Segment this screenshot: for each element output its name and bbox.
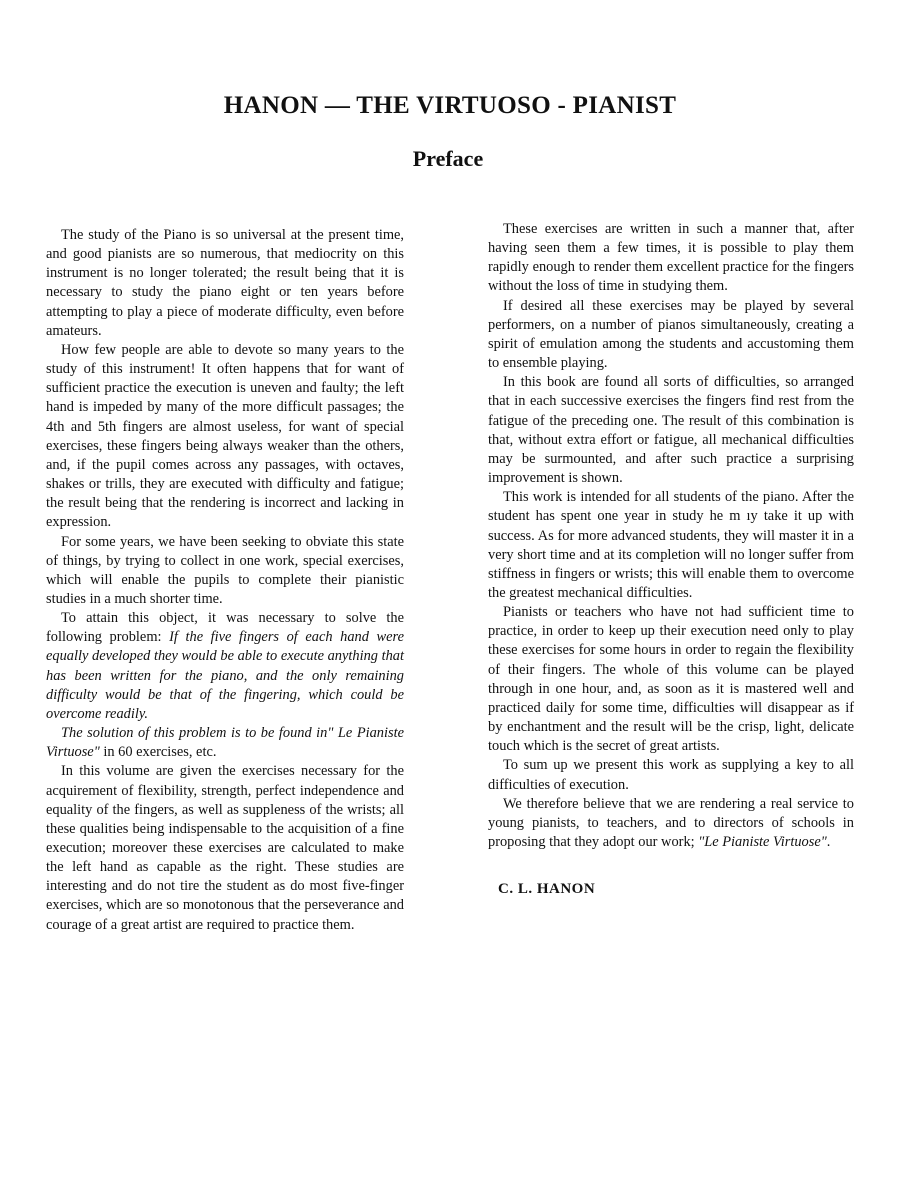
- paragraph: [46, 609, 404, 724]
- paragraph-text: To attain this object, it was necessary to solve the following problem:: [46, 610, 404, 646]
- italic-text: "Le Pianiste Virtuose": [698, 834, 827, 850]
- paragraph: The study of the Piano is so universal at the present time, and good pianists are so numerous, that mediocrity on this instrument is no longer tolerated; the result being that it is necessary to study the piano eight or ten years before attempting to play a piece of moderate difficulty, even before amateurs.: [46, 227, 404, 339]
- section-heading: Preface: [412, 146, 484, 171]
- paragraph: For some years, we have been seeking to obviate this state of things, by trying to collect in one work, special exercises, which will enable the pupils to complete their pianistic studies in a much shorter time.: [46, 533, 404, 607]
- page-title: HANON — THE VIRTUOSO - PIANIST: [223, 92, 677, 119]
- italic-text: The solution of this problem is to be found in" Le Pianiste Virtuose": [46, 725, 404, 761]
- paragraph: To sum up we present this work as supplying a key to all difficulties of execution.: [488, 757, 854, 793]
- paragraph: In this book are found all sorts of difficulties, so arranged that in each successive exercises the fingers find rest from the fatigue of the preceding one. The result of this combination is that, without extra effort or fatigue, all mechanical difficulties may be surmounted, and after such practice a surprising improvement is shown.: [488, 374, 854, 487]
- paragraph: These exercises are written in such a manner that, after having seen them a few times, it is possible to play them rapidly enough to render them excellent practice for the fingers without the loss of time in studying them.: [488, 221, 854, 295]
- signature: C. L. HANON: [498, 881, 596, 898]
- paragraph: If desired all these exercises may be played by several performers, on a number of pianos simultaneously, creating a spirit of emulation among the students and accustoming them to ensemble playing.: [488, 297, 854, 372]
- paragraph: This work is intended for all students of the piano. After the student has spent one year in study he m ıy take it up with success. As for more advanced students, they will master it in a very short time and at its completion will no longer suffer from stiffness in fingers or wrists; this will enable them to overcome the greatest mechanical difficulties.: [488, 489, 854, 601]
- paragraph: How few people are able to devote so many years to the study of this instrument! It often happens that for want of sufficient practice the execution is uneven and faulty; the left hand is impeded by many of the more difficult passages; the 4th and 5th fingers are almost useless, for want of special exercises, these fingers being always weaker than the others, and, if the pupil comes across any passages, with octaves, shakes or trills, they are executed with difficulty and fatigue; the result being that the rendering is incorrect and lacking in expression.: [46, 341, 404, 531]
- right-column: [488, 220, 854, 899]
- paragraph: [488, 795, 854, 852]
- paragraph: In this volume are given the exercises necessary for the acquirement of flexibility, strength, perfect independence and equality of the fingers, as well as suppleness of the wrists; all these qualities being indispensable to the acquisition of a fine execution; moreover these exercises are calculated to make the left hand as capable as the right. These studies are interesting and do not tire the student as do most five-finger exercises, which are so monotonous that the perseverance and courage of a great artist are required to practice them.: [46, 763, 404, 933]
- paragraph-text: in 60 exercises, etc.: [99, 744, 217, 761]
- paragraph-text: We therefore believe that we are rendering a real service to young pianists, to teachers, and to directors of schools in proposing that they adopt our work;: [488, 795, 854, 850]
- paragraph-text: .: [826, 834, 831, 850]
- left-column: [46, 226, 404, 935]
- italic-text: If the five fingers of each hand were equally developed they would be able to execute anything that has been written for the piano, and the only remaining difficulty would be that of the fingering, which could be overcome readily.: [46, 629, 404, 722]
- paragraph: [46, 724, 404, 762]
- paragraph: Pianists or teachers who have not had sufficient time to practice, in order to keep up their execution need only to play these exercises for some hours in order to regain the flexibility of their fingers. The whole of this volume can be played through in one hour, and, as soon as it is mastered well and practiced daily for some time, difficulties will disappear as if by enchantment and the result will be the crisp, light, delicate touch which is the secret of great artists.: [488, 604, 854, 755]
